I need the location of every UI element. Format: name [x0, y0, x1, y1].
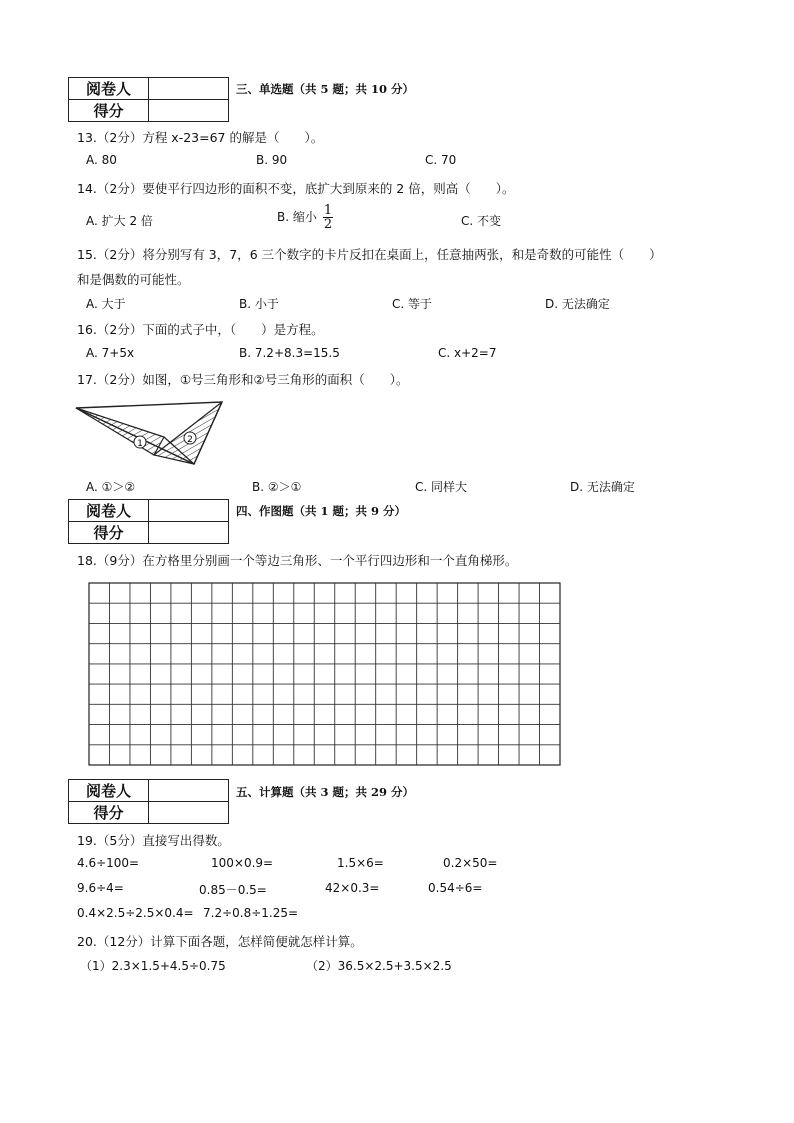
q20-item-2: （2）36.5×2.5+3.5×2.5: [306, 959, 452, 973]
question-14-stem: 14.（2分）要使平行四边形的面积不变，底扩大到原来的 2 倍，则高（ ）。: [77, 181, 515, 196]
q19-expr: 0.2×50=: [443, 856, 498, 870]
reviewer-blank[interactable]: [149, 780, 229, 802]
q19-expr: 9.6÷4=: [77, 881, 124, 895]
figure-label-1: 1: [137, 439, 143, 449]
grid-frame: [89, 583, 560, 765]
triangle-1-shape: [76, 408, 164, 455]
q19-expr: 4.6÷100=: [77, 856, 140, 870]
q14-option-b-label: B. 缩小: [277, 210, 317, 224]
q16-option-b[interactable]: B. 7.2+8.3=15.5: [239, 346, 340, 360]
q13-option-a[interactable]: A. 80: [86, 153, 117, 167]
section-title-single-choice: 三、单选题（共 5 题；共 10 分）: [236, 82, 415, 96]
fraction-half: [323, 204, 333, 231]
q15-option-d[interactable]: D. 无法确定: [545, 297, 610, 311]
q15-option-a[interactable]: A. 大于: [86, 297, 126, 311]
q19-expr: 0.4×2.5÷2.5×0.4=: [77, 906, 194, 920]
score-blank[interactable]: [149, 100, 229, 122]
q20-item-1: （1）2.3×1.5+4.5÷0.75: [80, 959, 226, 973]
score-table-section5: [68, 779, 229, 824]
score-table-section3: [68, 77, 229, 122]
q19-expr: 0.54÷6=: [428, 881, 483, 895]
q17-option-a[interactable]: A. ①＞②: [86, 480, 136, 494]
fraction-numerator: 1: [323, 203, 333, 218]
reviewer-label: 阅卷人: [69, 780, 149, 802]
score-label: 得分: [69, 802, 149, 824]
triangle-figure: [74, 400, 224, 468]
q15-option-c[interactable]: C. 等于: [392, 297, 433, 311]
q17-option-c[interactable]: C. 同样大: [415, 480, 468, 494]
q19-expr: 42×0.3=: [325, 881, 380, 895]
question-17-stem: 17.（2分）如图，①号三角形和②号三角形的面积（ ）。: [77, 372, 409, 387]
q14-option-a[interactable]: A. 扩大 2 倍: [86, 214, 153, 228]
question-20-stem: 20.（12分）计算下面各题，怎样简便就怎样计算。: [77, 934, 363, 949]
reviewer-label: 阅卷人: [69, 78, 149, 100]
section-title-drawing: 四、作图题（共 1 题；共 9 分）: [236, 504, 407, 518]
fraction-denominator: 2: [323, 217, 333, 232]
question-13-stem: 13.（2分）方程 x-23=67 的解是（ ）。: [77, 130, 324, 145]
question-16-stem: 16.（2分）下面的式子中，（ ）是方程。: [77, 322, 324, 337]
q19-expr: 7.2÷0.8÷1.25=: [203, 906, 299, 920]
question-19-stem: 19.（5分）直接写出得数。: [77, 833, 230, 848]
q17-option-b[interactable]: B. ②＞①: [252, 480, 302, 494]
q19-expr: 1.5×6=: [337, 856, 384, 870]
score-blank[interactable]: [149, 522, 229, 544]
q14-option-c[interactable]: C. 不变: [461, 214, 502, 228]
grid-svg: [88, 582, 561, 766]
q19-expr: 100×0.9=: [211, 856, 274, 870]
score-label: 得分: [69, 100, 149, 122]
reviewer-blank[interactable]: [149, 78, 229, 100]
score-label: 得分: [69, 522, 149, 544]
score-blank[interactable]: [149, 802, 229, 824]
q17-option-d[interactable]: D. 无法确定: [570, 480, 635, 494]
question-15-stem-line1: 15.（2分）将分别写有 3，7，6 三个数字的卡片反扣在桌面上，任意抽两张，和是奇数的可能性（ ）: [77, 247, 662, 262]
reviewer-label: 阅卷人: [69, 500, 149, 522]
question-18-stem: 18.（9分）在方格里分别画一个等边三角形、一个平行四边形和一个直角梯形。: [77, 553, 518, 568]
score-table-section4: [68, 499, 229, 544]
q13-option-b[interactable]: B. 90: [256, 153, 288, 167]
drawing-grid[interactable]: [88, 582, 561, 769]
q13-option-c[interactable]: C. 70: [425, 153, 457, 167]
q19-expr: 0.85－0.5=: [199, 883, 267, 897]
q16-option-c[interactable]: C. x+2=7: [438, 346, 497, 360]
reviewer-blank[interactable]: [149, 500, 229, 522]
figure-label-2: 2: [187, 435, 193, 445]
q16-option-a[interactable]: A. 7+5x: [86, 346, 135, 360]
question-15-stem-line2: 和是偶数的可能性。: [77, 272, 190, 287]
q14-option-b[interactable]: [277, 204, 333, 231]
section-title-calculation: 五、计算题（共 3 题；共 29 分）: [236, 785, 415, 799]
q15-option-b[interactable]: B. 小于: [239, 297, 279, 311]
